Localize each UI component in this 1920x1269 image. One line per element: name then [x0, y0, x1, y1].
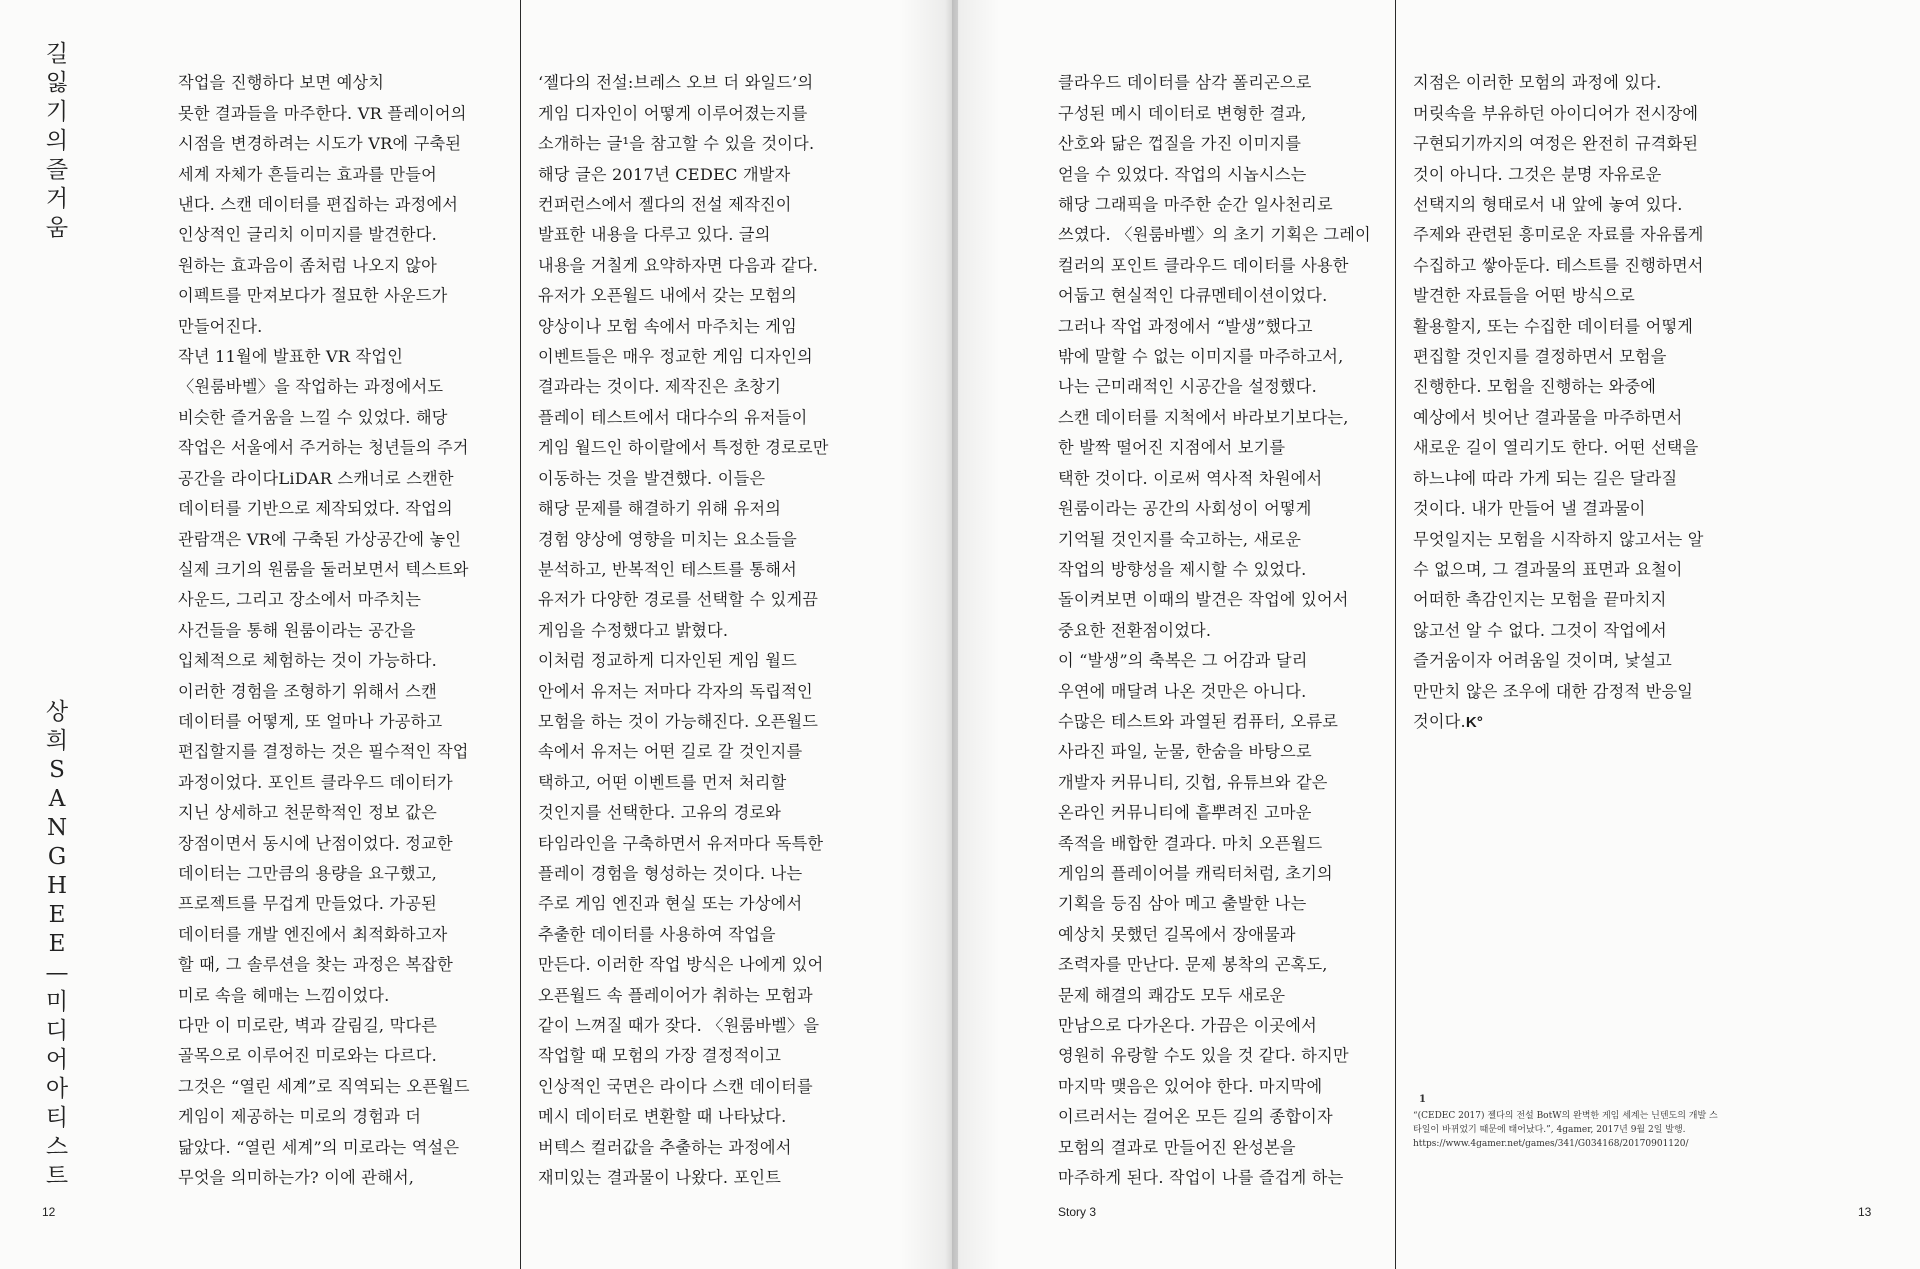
footnote-text: “(CEDEC 2017) 젤다의 전설 BotW의 완벽한 게임 세계는 닌텐도의 개발 스타일이 바뀌었기 때문에 태어났다.”, 4gamer, 2017년 9월 2일 발행. https://www.4gamer.net/games/341/G034168/20170901120/ — [1413, 1111, 1718, 1149]
column-4-text — [1413, 68, 1763, 738]
left-page — [0, 0, 952, 1269]
column-3-text: 클라우드 데이터를 삼각 폴리곤으로 구성된 메시 데이터로 변형한 결과, 산호와 닮은 껍질을 가진 이미지를 얻을 수 있었다. 작업의 시놉시스는 해당 그래픽을 마주한 순간 일사천리로 쓰였다. 〈원룸바벨〉의 초기 기획은 그레이 컬러의 포인트 클라우드 데이터를 사용한 어둡고 현실적인 다큐멘테이션이었다. 그러나 작업 과정에서 “발생”했다고 밖에 말할 수 없는 이미지를 마주하고서, 나는 근미래적인 시공간을 설정했다. 스캔 데이터를 지척에서 바라보기보다는, 한 발짝 떨어진 지점에서 보기를 택한 것이다. 이로써 역사적 차원에서 원룸이라는 공간의 사회성이 어떻게 기억될 것인지를 숙고하는, 새로운 작업의 방향성을 제시할 수 있었다. 돌이켜보면 이때의 발견은 작업에 있어서 중요한 전환점이었다. 이 “발생”의 축복은 그 어감과 달리 우연에 매달려 나온 것만은 아니다. 수많은 테스트와 과열된 컴퓨터, 오류로 사라진 파일, 눈물, 한숨을 바탕으로 개발자 커뮤니티, 깃헙, 유튜브와 같은 온라인 커뮤니티에 흩뿌려진 고마운 족적을 배합한 결과다. 마치 오픈월드 게임의 플레이어블 캐릭터처럼, 초기의 기획을 등짐 삼아 메고 출발한 나는 예상치 못했던 길목에서 장애물과 조력자를 만난다. 문제 봉착의 곤혹도, 문제 해결의 쾌감도 모두 새로운 만남으로 다가온다. 가끔은 이곳에서 영원히 유랑할 수도 있을 것 같다. 하지만 마지막 맺음은 있어야 한다. 마지막에 이르러서는 걸어온 모든 길의 종합이자 모험의 결과로 만들어진 완성본을 마주하게 된다. 작업이 나를 즐겁게 하는 — [1058, 73, 1371, 1188]
text-column-3 — [1058, 38, 1398, 1224]
footnote — [1413, 1093, 1723, 1151]
text-column-2 — [538, 38, 883, 1224]
section-label: Story 3 — [1058, 1205, 1097, 1219]
column-divider — [520, 0, 521, 1269]
column-2-text: ‘젤다의 전설:브레스 오브 더 와일드’의 게임 디자인이 어떻게 이루어졌는지를 소개하는 글¹을 참고할 수 있을 것이다. 해당 글은 2017년 CEDEC 개발자 컨퍼런스에서 젤다의 전설 제작진이 발표한 내용을 다루고 있다. 글의 내용을 거칠게 요약하자면 다음과 같다. 유저가 오픈월드 내에서 갖는 모험의 양상이나 모험 속에서 마주치는 게임 이벤트들은 매우 정교한 게임 디자인의 결과라는 것이다. 제작진은 초창기 플레이 테스트에서 대다수의 유저들이 게임 월드인 하이랄에서 특정한 경로로만 이동하는 것을 발견했다. 이들은 해당 문제를 해결하기 위해 유저의 경험 양상에 영향을 미치는 요소들을 분석하고, 반복적인 테스트를 통해서 유저가 다양한 경로를 선택할 수 있게끔 게임을 수정했다고 밝혔다. 이처럼 정교하게 디자인된 게임 월드 안에서 유저는 저마다 각자의 독립적인 모험을 하는 것이 가능해진다. 오픈월드 속에서 유저는 어떤 길로 갈 것인지를 택하고, 어떤 이벤트를 먼저 처리할 것인지를 선택한다. 고유의 경로와 타임라인을 구축하면서 유저마다 독특한 플레이 경험을 형성하는 것이다. 나는 주로 게임 엔진과 현실 또는 가상에서 추출한 데이터를 사용하여 작업을 만든다. 이러한 작업 방식은 나에게 있어 오픈월드 속 플레이어가 취하는 모험과 같이 느껴질 때가 잦다. 〈원룸바벨〉을 작업할 때 모험의 가장 결정적이고 인상적인 국면은 라이다 스캔 데이터를 메시 데이터로 변환할 때 나타났다. 버텍스 컬러값을 추출하는 과정에서 재미있는 결과물이 나왔다. 포인트 — [538, 73, 829, 1188]
text-column-4 — [1413, 38, 1763, 769]
right-page — [958, 0, 1920, 1269]
page-number-left: 12 — [42, 1205, 56, 1219]
page-number-right: 13 — [1858, 1205, 1872, 1219]
column-1-text: 작업을 진행하다 보면 예상치 못한 결과들을 마주한다. VR 플레이어의 시점을 변경하려는 시도가 VR에 구축된 세계 자체가 흔들리는 효과를 만들어 낸다. 스캔 데이터를 편집하는 과정에서 인상적인 글리치 이미지를 발견한다. 원하는 효과음이 좀처럼 나오지 않아 이펙트를 만져보다가 절묘한 사운드가 만들어진다. 작년 11월에 발표한 VR 작업인 〈원룸바벨〉을 작업하는 과정에서도 비슷한 즐거움을 느낄 수 있었다. 해당 작업은 서울에서 주거하는 청년들의 주거 공간을 라이다LiDAR 스캐너로 스캔한 데이터를 기반으로 제작되었다. 작업의 관람객은 VR에 구축된 가상공간에 놓인 실제 크기의 원룸을 둘러보면서 텍스트와 사운드, 그리고 장소에서 마주치는 사건들을 통해 원룸이라는 공간을 입체적으로 체험하는 것이 가능하다. 이러한 경험을 조형하기 위해서 스캔 데이터를 어떻게, 또 얼마나 가공하고 편집할지를 결정하는 것은 필수적인 작업 과정이었다. 포인트 클라우드 데이터가 지닌 상세하고 천문학적인 정보 값은 장점이면서 동시에 난점이었다. 정교한 데이터는 그만큼의 용량을 요구했고, 프로젝트를 무겁게 만들었다. 가공된 데이터를 개발 엔진에서 최적화하고자 할 때, 그 솔루션을 찾는 과정은 복잡한 미로 속을 헤매는 느낌이었다. 다만 이 미로란, 벽과 갈림길, 막다른 골목으로 이루어진 미로와는 다르다. 그것은 “열린 세계”로 직역되는 오픈월드 게임이 제공하는 미로의 경험과 더 닮았다. “열린 세계”의 미로라는 역설은 무엇을 의미하는가? 이에 관해서, — [178, 73, 470, 1188]
column-divider — [1395, 0, 1396, 1269]
article-title: 길 잃기의 즐거움 — [45, 41, 69, 241]
text-column-1 — [178, 38, 518, 1224]
end-mark-logo: K° — [1465, 713, 1484, 731]
column-4-body: 지점은 이러한 모험의 과정에 있다. 머릿속을 부유하던 아이디어가 전시장에 구현되기까지의 여정은 완전히 규격화된 것이 아니다. 그것은 분명 자유로운 선택지의 형태로서 내 앞에 놓여 있다. 주제와 관련된 흥미로운 자료를 자유롭게 수집하고 쌓아둔다. 테스트를 진행하면서 발견한 자료들을 어떤 방식으로 활용할지, 또는 수집한 데이터를 어떻게 편집할 것인지를 결정하면서 모험을 진행한다. 모험을 진행하는 와중에 예상에서 빗어난 결과물을 마주하면서 새로운 길이 열리기도 한다. 어떤 선택을 하느냐에 따라 가게 되는 길은 달라질 것이다. 내가 만들어 낼 결과물이 무엇일지는 모험을 시작하지 않고서는 알 수 없으며, 그 결과물의 표면과 요철이 어떠한 촉감인지는 모험을 끝마치지 않고선 알 수 없다. 그것이 작업에서 즐거움이자 어려움일 것이며, 낯설고 만만치 않은 조우에 대한 감정적 반응일 것이다. — [1413, 73, 1704, 731]
footnote-number: 1 — [1419, 1094, 1426, 1105]
author-byline: 상희 SANGHEE — 미디어 아티스트 — [45, 699, 69, 1189]
